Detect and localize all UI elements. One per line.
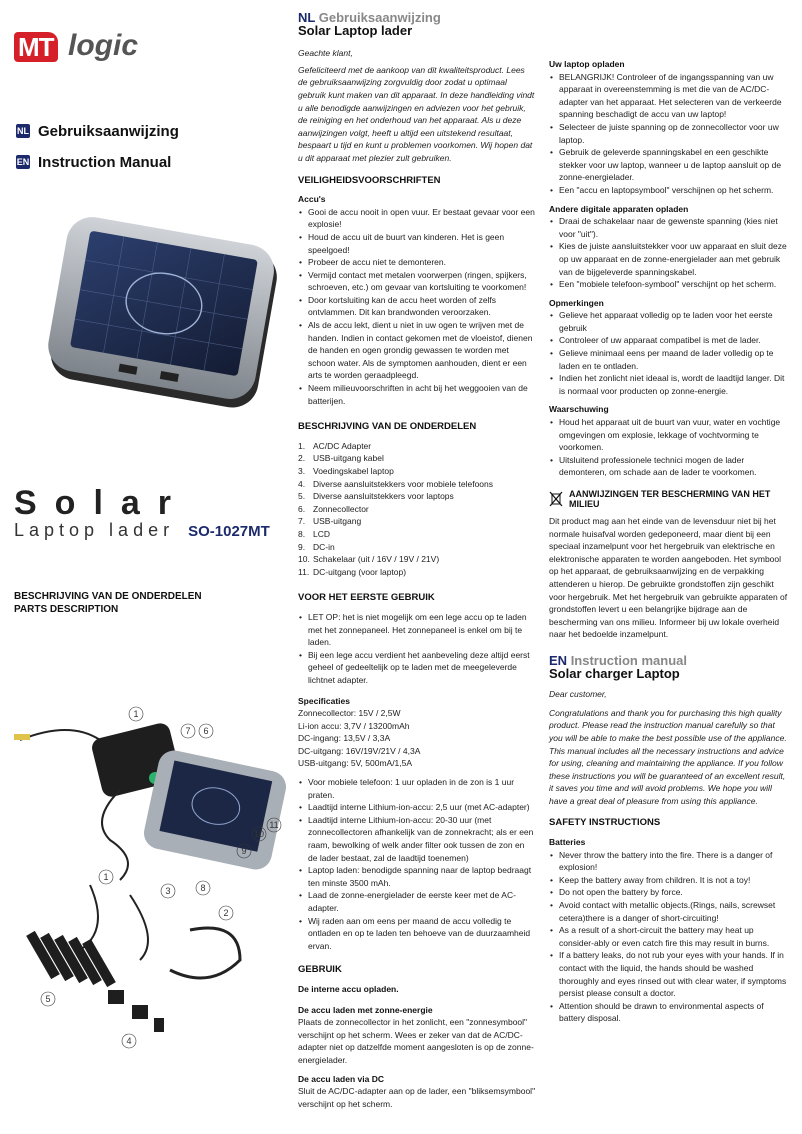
list-item: • Laadtijd interne Lithium-ion-accu: 20-30 uur (met zonnecollectoren afhankelijk van de zonnekracht; als er een raam, bewolking of welk ander filter ook tussen de zon en de lader bestaat, zal de laadtijd toenemen) <box>298 814 536 864</box>
nl-lang-label: Gebruiksaanwijzing <box>318 10 441 25</box>
en-batteries-heading: Batteries <box>549 837 586 848</box>
callout-8: 8 <box>200 883 206 893</box>
list-item: 8. LCD <box>298 528 331 539</box>
nl-laptop-heading: Uw laptop opladen <box>549 59 625 69</box>
callout-2: 2 <box>223 908 229 918</box>
en-lang-code: EN <box>549 652 568 668</box>
en-intro: Congratulations and thank you for purchasing this high quality product. Please read the instruction manual carefully so that you will be able to make the best possible use of the appliance. This manual includes all the necessary instructions and advice for using, cleaning and maintaining the appliance. If you follow these instructions you will be guaranteed of an excellent result, it saves you time and will avoid problems. We hope you will have a great deal of pleasure from using this appliance. <box>549 707 787 806</box>
list-item: 6. Zonnecollector <box>298 503 369 514</box>
laptop-lader-text: Laptop lader <box>14 520 175 540</box>
lang-label-en: Instruction Manual <box>38 153 172 171</box>
en-title: Solar charger Laptop <box>549 665 680 681</box>
model-code: SO-1027MT <box>188 523 270 540</box>
parts-heading-nl: BESCHRIJVING VAN DE ONDERDELEN <box>14 591 202 602</box>
callout-9: 9 <box>241 846 247 856</box>
callout-11: 11 <box>269 820 279 830</box>
nl-usage-sub1: De interne accu opladen. <box>298 983 399 994</box>
en-greeting: Dear customer, <box>549 689 607 700</box>
nl-warning-list <box>549 416 789 479</box>
callout-4: 4 <box>126 1036 132 1046</box>
nl-usage-p3: Sluit de AC/DC-adapter aan op de lader, een "bliksemsymbool" verschijnt op het scherm. <box>298 1086 536 1109</box>
list-item: 3. Voedingskabel laptop <box>298 466 394 476</box>
list-item: • Laptop laden: benodigde spanning naar de laptop bedraagt ten minste 3500 mAh. <box>298 864 536 889</box>
list-item: • Houd de accu uit de buurt van kinderen. Het is geen speelgoed! <box>298 231 536 256</box>
list-item: • Draai de schakelaar naar de gewenste spanning (kies niet voor "uit"). <box>549 215 789 240</box>
lang-badge-en: EN <box>16 157 30 167</box>
nl-notes-list <box>549 309 789 397</box>
en-safety-heading: SAFETY INSTRUCTIONS <box>549 817 661 829</box>
solar-title: Solar <box>14 484 190 522</box>
nl-usage-heading: GEBRUIK <box>298 964 342 976</box>
callout-3: 3 <box>165 886 171 896</box>
nl-usage-p2: Plaats de zonnecollector in het zonlicht, een "zonnesymbool" verschijnt op het scherm. Wees er zeker van dat de AC/DC-adapter niet op datzelfde moment aangesloten is op de zonne-energielader. <box>298 1017 534 1065</box>
env-heading: AANWIJZINGEN TER BESCHERMING VAN HET MILIEU <box>569 489 771 509</box>
lang-nl-row <box>16 121 179 141</box>
list-item: 11. DC-uitgang (voor laptop) <box>298 566 407 577</box>
nl-spec-heading: Specificaties <box>298 695 350 706</box>
list-item: 1. AC/DC Adapter <box>298 440 372 451</box>
list-item: • LET OP: het is niet mogelijk om een lege accu op te laden met het zonnepaneel. Het zonnepaneel is enkel om bij te laden. <box>298 611 536 649</box>
crossed-bin-icon <box>549 491 563 507</box>
list-item: • Gelieve het apparaat volledig op te laden voor het eerste gebruik <box>549 309 789 334</box>
list-item: • Uitsluitend professionele technici mogen de lader demonteren, om schade aan de lader te voorkomen. <box>549 454 789 479</box>
list-item: • If a battery leaks, do not rub your eyes with your hands. If in contact with the liquid, the hands should be washed thoroughly and eyes rinsed out with clear water, if symptoms persist please consult a doctor. <box>549 949 789 999</box>
nl-first-use-list <box>298 611 536 687</box>
list-item: • Kies de juiste aansluitstekker voor uw apparaat en sluit deze op uw apparaat en de zonne-energielader aan met gebruik van de bijgeleverde spanningskabel. <box>549 240 789 278</box>
nl-digital-list <box>549 215 789 291</box>
list-item: • Houd het apparaat uit de buurt van vuur, water en vochtige omgevingen om explosie, lekkage of vochtvorming te voorkomen. <box>549 416 789 454</box>
nl-column <box>298 12 536 1110</box>
list-item: • Laadtijd interne Lithium-ion-accu: 2,5 uur (met AC-adapter) <box>298 801 536 814</box>
list-item: • Indien het zonlicht niet ideaal is, wordt de laadtijd langer. Dit is normaal voor producten op zonne-energie. <box>549 372 789 397</box>
list-item: • Een "mobiele telefoon-symbool" verschijnt op het scherm. <box>549 278 789 291</box>
list-item: • Neem milieuvoorschriften in acht bij het weggooien van de batterijen. <box>298 382 536 407</box>
list-item: 10. Schakelaar (uit / 16V / 19V / 21V) <box>298 554 440 565</box>
solar-charger-photo <box>40 200 280 440</box>
nl-greeting: Geachte klant, <box>298 48 353 59</box>
list-item: 9. DC-in <box>298 541 335 552</box>
parts-illustration <box>10 700 290 1060</box>
list-item: • As a result of a short-circuit the battery may heat up consider-ably or even catch fire this may result in burns. <box>549 924 789 949</box>
list-item: • Keep the battery away from children. It is not a toy! <box>549 874 789 887</box>
nl-laptop-list <box>549 71 789 197</box>
right-column <box>549 58 789 1025</box>
list-item: • Door kortsluiting kan de accu heet worden of zelfs ontvlammen. Dit kan brandwonden veroorzaken. <box>298 294 536 319</box>
nl-spec-list <box>298 776 536 952</box>
nl-title: Solar Laptop lader <box>298 22 413 38</box>
spec-line: USB-uitgang: 5V, 500mA/1,5A <box>298 758 413 769</box>
nl-lang-code: NL <box>298 10 316 25</box>
lang-label-nl: Gebruiksaanwijzing <box>38 122 179 140</box>
en-batteries-list <box>549 849 789 1025</box>
list-item: 7. USB-uitgang <box>298 516 362 527</box>
list-item: 5. Diverse aansluitstekkers voor laptops <box>298 491 454 502</box>
nl-usage-sub3: De accu laden via DC <box>298 1073 384 1084</box>
list-item: • Een "accu en laptopsymbool" verschijnen op het scherm. <box>549 184 789 197</box>
list-item: 2. USB-uitgang kabel <box>298 453 384 464</box>
callout-10: 10 <box>253 829 265 839</box>
nl-first-use-heading: VOOR HET EERSTE GEBRUIK <box>298 592 435 604</box>
brand-logo-mt: MT <box>14 32 58 62</box>
list-item: • Als de accu lekt, dient u niet in uw ogen te wrijven met de handen. Indien in contact gekomen met de vloeistof, dienen de handen en ogen grondig gewassen te worden met schoon water. Als de symptomen aanhouden, dient er een arts te worden geraadpleegd. <box>298 319 536 382</box>
brand-logo <box>14 26 144 70</box>
list-item: • Selecteer de juiste spanning op de zonnecollector voor uw laptop. <box>549 121 789 146</box>
nl-parts-list <box>298 440 536 579</box>
list-item: • Voor mobiele telefoon: 1 uur opladen in de zon is 1 uur praten. <box>298 776 536 801</box>
list-item: • Attention should be drawn to environmental aspects of battery disposal. <box>549 1000 789 1025</box>
spec-line: Li-ion accu: 3,7V / 13200mAh <box>298 720 410 731</box>
nl-accu-heading: Accu's <box>298 194 326 205</box>
callout-1a: 1 <box>133 709 139 719</box>
list-item: • Gelieve minimaal eens per maand de lader volledig op te laden en te ontladen. <box>549 347 789 372</box>
list-item: • Laad de zonne-energielader de eerste keer met de AC-adapter. <box>298 889 536 914</box>
list-item: • Avoid contact with metallic objects.(Rings, nails, screwset cetera)there is a danger of short-circuiting! <box>549 899 789 924</box>
nl-digital-heading: Andere digitale apparaten opladen <box>549 203 689 214</box>
nl-warning-heading: Waarschuwing <box>549 404 609 415</box>
nl-usage-sub2: De accu laden met zonne-energie <box>298 1004 433 1015</box>
nl-safety-heading: VEILIGHEIDSVOORSCHRIFTEN <box>298 174 441 186</box>
solar-subtitle <box>14 520 270 541</box>
callout-6: 6 <box>203 726 209 736</box>
list-item: • Bij een lege accu verdient het aanbeveling deze altijd eerst geheel of gedeeltelijk op te laden met de meegeleverde lichtnet adapter. <box>298 649 536 687</box>
nl-intro: Gefeliciteerd met de aankoop van dit kwaliteitsproduct. Lees de gebruiksaanwijzing zorgvuldig door zodat u optimaal gebruik kunt maken van dit apparaat. In deze handleiding vindt u alle benodigde aanwijzingen en adviezen voor het gebruik, de reiniging en het onderhoud van het apparaat. Als u deze aanwijzingen volgt, heeft u altijd een uitstekend resultaat, bespaart u tijd en kunt u problemen voorkomen. Wij hopen dat u dit apparaat met plezier zult gebruiken. <box>298 64 535 163</box>
list-item: • Wij raden aan om eens per maand de accu volledig te ontladen en op te laden ten behoeve van de duurzaamheid ervan. <box>298 915 536 953</box>
nl-notes-heading: Opmerkingen <box>549 297 604 308</box>
list-item: • Never throw the battery into the fire. There is a danger of explosion! <box>549 849 789 874</box>
en-lang-label: Instruction manual <box>570 652 687 668</box>
list-item: • Vermijd contact met metalen voorwerpen (ringen, spijkers, schroeven, etc.) om gevaar van kortsluiting te voorkomen! <box>298 269 536 294</box>
lang-badge-nl: NL <box>17 126 29 136</box>
callout-5: 5 <box>45 994 51 1004</box>
env-text: Dit product mag aan het einde van de levensduur niet bij het normale huisafval worden gedeponeerd, maar dient bij een speciaal inzamelpunt voor het hergebruik van elektrische en elektronische apparaten te worden aangeboden. Het symbool op het apparaat, de gebruiksaanwijzing en de verpakking attenderen u hierop. De gebruikte grondstoffen zijn geschikt voor hergebruik. Met het hergebruik van gebruikte apparaten of grondstoffen levert u een belangrijke bijdrage aan de bescherming van ons milieu. Informeer bij uw lokale overheid naar het bedoelde inzamelpunt. <box>549 516 788 640</box>
parts-heading-en: PARTS DESCRIPTION <box>14 604 119 615</box>
lang-en-row <box>16 152 171 172</box>
list-item: • Do not open the battery by force. <box>549 886 789 899</box>
nl-parts-heading: BESCHRIJVING VAN DE ONDERDELEN <box>298 421 477 433</box>
list-item: 4. Diverse aansluitstekkers voor mobiele telefoons <box>298 478 494 489</box>
spec-line: DC-uitgang: 16V/19V/21V / 4,3A <box>298 745 421 756</box>
spec-line: Zonnecollector: 15V / 2,5W <box>298 708 401 719</box>
callout-7: 7 <box>185 726 191 736</box>
nl-accu-list <box>298 206 536 408</box>
list-item: • Gooi de accu nooit in open vuur. Er bestaat gevaar voor een explosie! <box>298 206 536 231</box>
list-item: • Gebruik de geleverde spanningskabel en een geschikte stekker voor uw laptop, wanneer u de laptop aansluit op de zonne-energielader. <box>549 146 789 184</box>
parts-description-heading <box>14 590 202 616</box>
spec-line: DC-ingang: 13,5V / 3,3A <box>298 733 391 744</box>
env-heading-row <box>549 489 789 509</box>
list-item: • BELANGRIJK! Controleer of de ingangsspanning van uw apparaat in overeenstemming is met die van de AC/DC-adapter van het apparaat. Het selecteren van de verkeerde spanning beschadigt de accu van uw laptop! <box>549 71 789 121</box>
callout-1b: 1 <box>103 872 109 882</box>
list-item: • Probeer de accu niet te demonteren. <box>298 256 536 269</box>
brand-logo-logic: logic <box>68 29 139 62</box>
list-item: • Controleer of uw apparaat compatibel is met de lader. <box>549 334 789 347</box>
